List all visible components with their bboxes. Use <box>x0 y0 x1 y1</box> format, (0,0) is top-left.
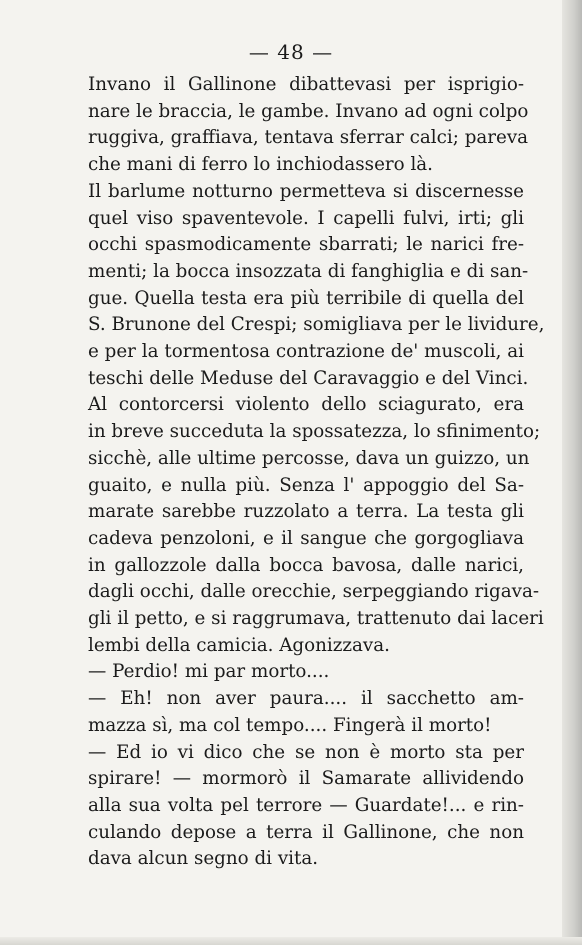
text-line: lembi della camicia. Agonizzava. <box>88 634 390 656</box>
text-line: alla sua volta pel terrore — Guardate!... e rin- <box>88 794 524 816</box>
text-line: Il barlume notturno permetteva si discernesse <box>88 180 524 202</box>
text-line: e per la tormentosa contrazione de' muscoli, ai <box>88 341 524 363</box>
text-line: gue. Quella testa era più terribile di quella del <box>88 287 524 309</box>
paragraph <box>62 740 524 874</box>
text-line: dava alcun segno di vita. <box>88 848 319 870</box>
page-edge-shadow <box>562 0 582 945</box>
text-line: spirare! — mormorò il Samarate allividendo <box>88 768 524 790</box>
text-line: ruggiva, graffiava, tentava sferrar calci; pareva <box>88 127 529 149</box>
body-text <box>62 72 545 873</box>
text-line: S. Brunone del Crespi; somigliava per le lividure, <box>88 314 545 336</box>
page-bottom-edge <box>0 937 582 945</box>
text-line: — Perdio! mi par morto.... <box>88 661 330 683</box>
text-line: mazza sì, ma col tempo.... Fingerà il morto! <box>88 714 492 736</box>
paragraph <box>62 686 524 739</box>
text-line: Al contorcersi violento dello sciagurato, era <box>88 394 524 416</box>
page-number: — 48 — <box>248 40 334 64</box>
text-line: guaito, e nulla più. Senza l' appoggio del Sa- <box>88 474 524 496</box>
text-line: quel viso spaventevole. I capelli fulvi, irti; gli <box>88 207 524 229</box>
paragraph <box>62 392 544 659</box>
text-line: Invano il Gallinone dibattevasi per isprigio- <box>88 74 524 95</box>
text-line: gli il petto, e si raggrumava, trattenuto dai laceri <box>88 608 544 630</box>
text-line: cadeva penzoloni, e il sangue che gorgogliava <box>88 527 524 549</box>
text-line: sicchè, alle ultime percosse, dava un guizzo, un <box>88 447 530 469</box>
text-line: in breve succeduta la spossatezza, lo sfinimento; <box>88 421 541 443</box>
paragraph <box>62 659 524 686</box>
text-line: — Eh! non aver paura.... il sacchetto am- <box>88 688 524 710</box>
text-line: teschi delle Meduse del Caravaggio e del Vinci. <box>88 367 529 389</box>
text-line: menti; la bocca insozzata di fanghiglia e di san- <box>88 260 529 282</box>
text-line: in gallozzole dalla bocca bavosa, dalle narici, <box>88 554 524 576</box>
text-line: dagli occhi, dalle orecchie, serpeggiando rigava- <box>88 581 540 603</box>
text-line: marate sarebbe ruzzolato a terra. La testa gli <box>88 501 524 523</box>
text-line: occhi spasmodicamente sbarrati; le narici fre- <box>88 234 524 256</box>
paragraph <box>62 179 545 393</box>
text-line: nare le braccia, le gambe. Invano ad ogni colpo <box>88 100 529 122</box>
text-line: culando depose a terra il Gallinone, che non <box>88 821 524 843</box>
text-line: — Ed io vi dico che se non è morto sta per <box>88 741 524 763</box>
paragraph <box>62 72 529 179</box>
text-line: che mani di ferro lo inchiodassero là. <box>88 154 433 176</box>
